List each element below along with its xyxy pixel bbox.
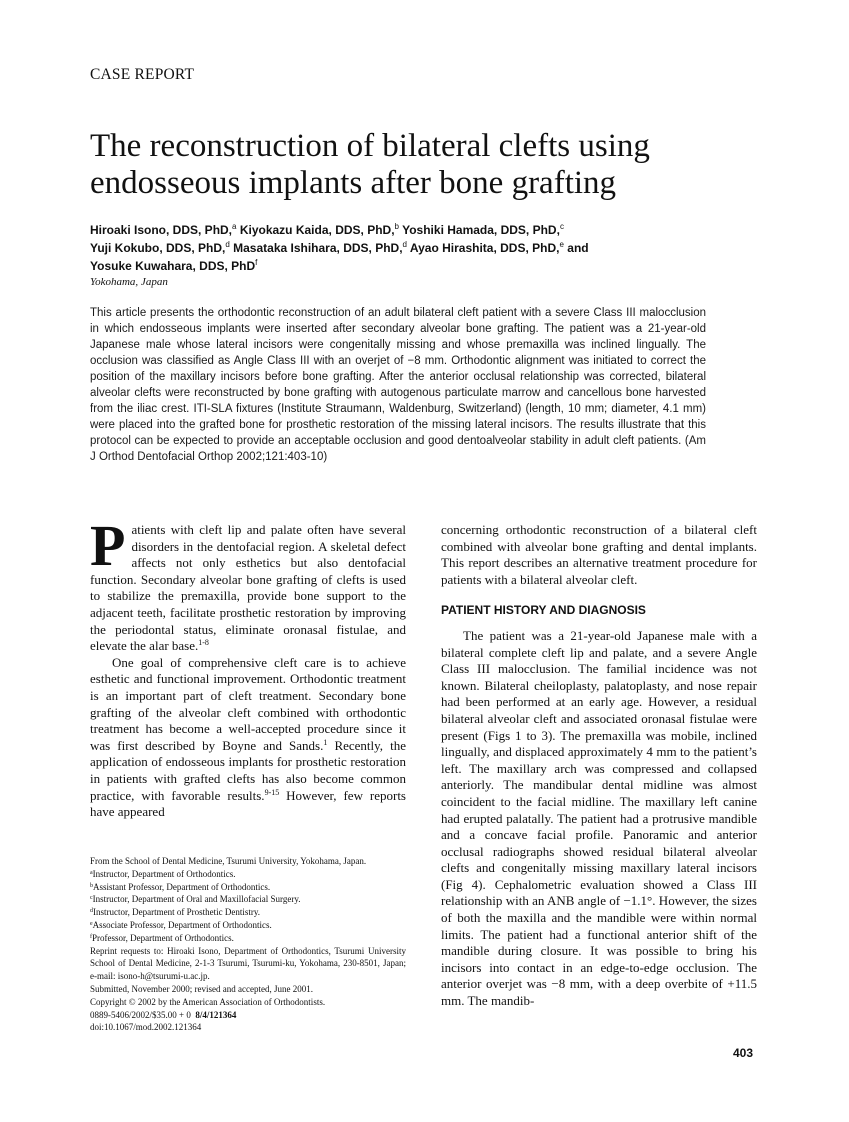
issn-code: 8/4/121364	[195, 1009, 237, 1020]
footnote-affiliation: From the School of Dental Medicine, Tsurumi University, Yokohama, Japan.	[90, 856, 367, 866]
section-heading: PATIENT HISTORY AND DIAGNOSIS	[441, 603, 646, 618]
footnote-item	[90, 906, 406, 919]
issn-text: 0889-5406/2002/$35.00 + 0	[90, 1009, 196, 1020]
citation-ref: 9-15	[264, 787, 280, 797]
body-paragraph	[90, 655, 406, 821]
author-mark: c	[559, 222, 564, 231]
author-mark: d	[402, 240, 407, 249]
citation-ref: 1	[323, 737, 328, 747]
footnote-item	[90, 893, 406, 906]
footnote-mark: b	[90, 882, 93, 889]
author-location: Yokohama, Japan	[90, 276, 168, 288]
page-number: 403	[733, 1046, 754, 1060]
author-mark: a	[232, 222, 237, 231]
footnote-text: Instructor, Department of Oral and Maxillofacial Surgery.	[92, 894, 301, 905]
author-mark: e	[559, 240, 564, 249]
abstract-text: This article presents the orthodontic reconstruction of an adult bilateral cleft patient with a severe Class III malocclusion in which endosseous implants were inserted after secondary alveolar bone grafting. The patient was a 21-year-old Japanese male whose lateral incisors were congenitally missing and whose premaxilla was inclined lingually. The occlusion was classified as Angle Class III with an overjet of −8 mm. Orthodontic alignment was initiated to correct the position of the maxillary incisors before bone grafting. After the anterior occlusal relationship was corrected, bilateral alveolar clefts were reconstructed by bone grafting with autogenous particulate marrow and cancellous bone harvested from the iliac crest. ITI-SLA fixtures (Institute Straumann, Waldenburg, Switzerland) (length, 10 mm; diameter, 4.1 mm) were placed into the grafted bone for prosthetic restoration of the missing lateral incisors. The results illustrate that this protocol can be expected to provide an acceptable occlusion and good dentoalveolar stability in adult cleft patients. (Am J Orthod Dentofacial Orthop 2002;121:403-10)	[90, 307, 706, 463]
paragraph-text: atients with cleft lip and palate often have several disorders in the dentofacial region. A skeletal defect affects not only esthetics but also dentofacial function. Secondary alveolar bone grafting of clefts is used to stabilize the premaxilla, provide bone support to the adjacent teeth, facilitate prosthetic restoration by improving the periodontal status, eliminate oronasal fistulae, and elevate the alar base.	[90, 522, 406, 654]
footnote-text: Instructor, Department of Prosthetic Dentistry.	[93, 907, 261, 918]
footnote-submitted: Submitted, November 2000; revised and accepted, June 2001.	[90, 983, 313, 994]
footnote-text: Instructor, Department of Orthodontics.	[92, 868, 236, 879]
footnote-item	[90, 932, 406, 945]
paragraph-text: However, few reports have appeared	[90, 787, 406, 820]
citation-ref: 1-8	[198, 638, 209, 648]
author-conjunction: and	[567, 241, 589, 255]
body-column-right	[441, 522, 757, 1010]
author-list	[90, 221, 760, 275]
article-title: The reconstruction of bilateral clefts using endosseous implants after bone grafting	[90, 128, 650, 201]
author-name: Ayao Hirashita, DDS, PhD,	[409, 241, 560, 255]
footnote-text: Assistant Professor, Department of Orthodontics.	[93, 881, 271, 892]
author-name: Masataka Ishihara, DDS, PhD,	[233, 241, 403, 255]
footnote-doi: doi:10.1067/mod.2002.121364	[90, 1022, 202, 1033]
author-mark: d	[225, 240, 230, 249]
body-paragraph-intro	[90, 513, 406, 655]
author-mark: f	[255, 258, 258, 267]
footnote-mark: e	[90, 920, 93, 927]
footnote-text: Associate Professor, Department of Orthodontics.	[92, 919, 272, 930]
paragraph-text: Recently, the application of endosseous implants for prosthetic restoration in patients with grafted clefts has also become common practice, with favorable results.	[90, 737, 406, 803]
footnote-item	[90, 919, 406, 932]
section-label: CASE REPORT	[90, 66, 195, 83]
body-paragraph-continued: concerning orthodontic reconstruction of a bilateral cleft combined with alveolar bone grafting and dental implants. This report describes an alternative treatment procedure for patients with a bilateral alveolar cleft.	[441, 522, 757, 587]
paragraph-text: One goal of comprehensive cleft care is to achieve esthetic and functional improvement. Orthodontic treatment is an important part of cleft treatment. Secondary bone grafting of the alveolar cleft combined with orthodontic treatment has become a well-accepted procedure since it was first described by Boyne and Sands.	[90, 654, 406, 753]
footnote-mark: c	[90, 895, 93, 902]
footnote-item	[90, 868, 406, 881]
footnote-item	[90, 881, 406, 894]
footnote-issn	[90, 1009, 406, 1022]
footnote-mark: a	[90, 869, 93, 876]
body-paragraph: The patient was a 21-year-old Japanese male with a bilateral complete cleft lip and palate, and a severe Angle Class III malocclusion. The familial incidence was not known. Bilateral cheiloplasty, palatoplasty, and nose repair had been performed at an early age. However, a residual bilateral alveolar cleft and associated oronasal fistulae were present (Figs 1 to 3). The premaxilla was mobile, inclined lingually, and displaced approximately 4 mm to the patient’s left. The maxillary arch was compressed and collapsed anteriorly. The mandibular dental midline was almost coincident to the facial midline. The maxillary left canine had erupted palatally. The patient had a protrusive mandible and a concave facial profile. Panoramic and anterior occlusal radiographs showed residual bilateral alveolar clefts and congenitally missing maxillary lateral incisors (Fig 4). Cephalometric evaluation showed a Class III relationship with an ANB angle of −1.1°. However, the sizes of both the maxilla and the mandible were within normal limits. The patient had a functional anterior shift of the mandible during closure. It was possible to bring his incisors into contact in an edge-to-edge occlusion. The anterior overjet was −8 mm, with a deep overbite of +11.5 mm. The mandib-	[441, 627, 757, 1009]
abstract	[90, 305, 706, 465]
footnote-reprint: Reprint requests to: Hiroaki Isono, Department of Orthodontics, Tsurumi University School of Dental Medicine, 2-1-3 Tsurumi, Tsurumi-ku, Yokohama, 230-8501, Japan; e-mail: isono-h@tsurumi-u.ac.jp.	[90, 945, 406, 982]
author-name: Yuji Kokubo, DDS, PhD,	[90, 241, 226, 255]
author-name: Yosuke Kuwahara, DDS, PhD	[90, 259, 256, 273]
author-name: Kiyokazu Kaida, DDS, PhD,	[239, 223, 395, 237]
footnote-text: Professor, Department of Orthodontics.	[92, 932, 234, 943]
footnotes	[90, 855, 406, 1034]
drop-cap: P	[90, 513, 126, 578]
footnote-mark: f	[90, 933, 92, 940]
author-name: Hiroaki Isono, DDS, PhD,	[90, 223, 233, 237]
author-mark: b	[394, 222, 399, 231]
footnote-mark: d	[90, 908, 93, 915]
author-name: Yoshiki Hamada, DDS, PhD,	[402, 223, 560, 237]
body-column-left	[90, 513, 406, 821]
footnote-copyright: Copyright © 2002 by the American Association of Orthodontists.	[90, 996, 326, 1007]
